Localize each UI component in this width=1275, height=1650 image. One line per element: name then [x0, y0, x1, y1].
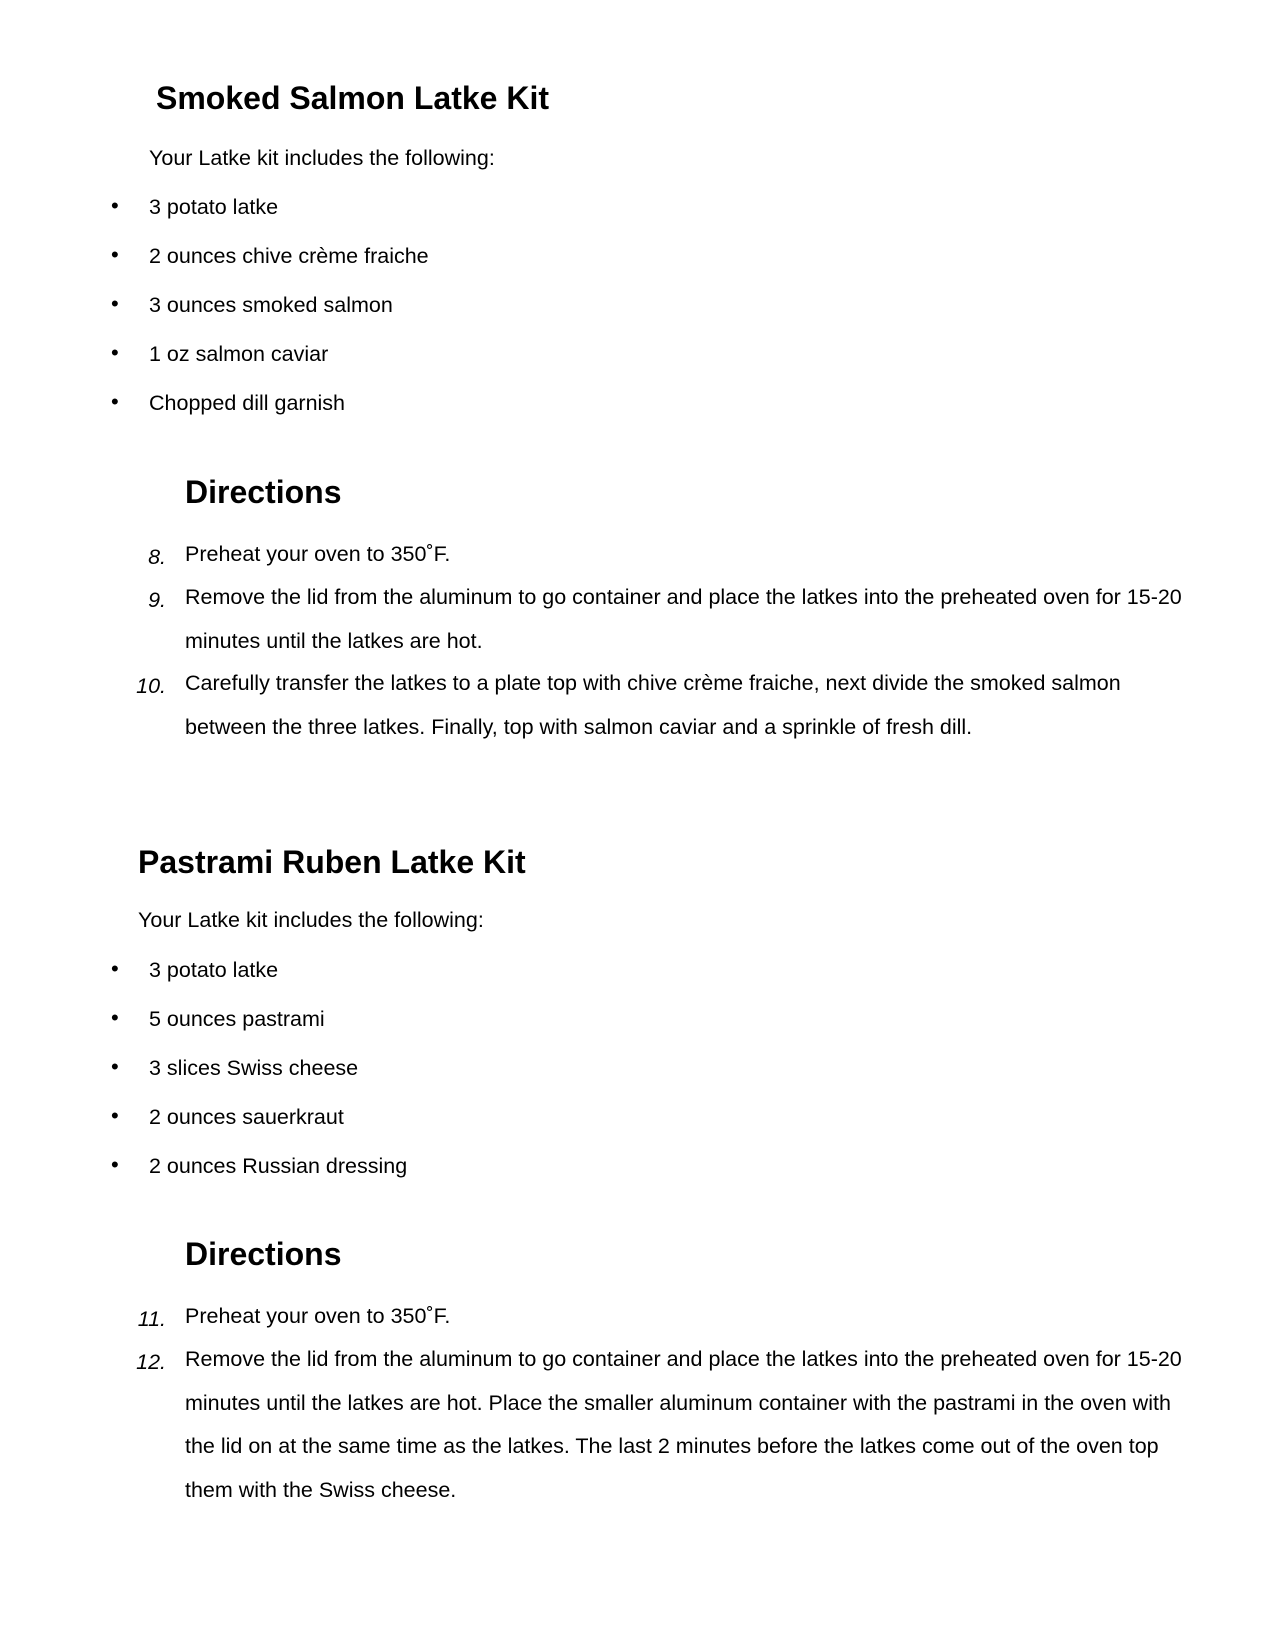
bullet-icon: • — [111, 291, 119, 316]
step-number: 11. — [137, 1307, 166, 1331]
list-item: 3 potato latke — [149, 195, 279, 219]
list-item: 2 ounces chive crème fraiche — [149, 244, 429, 268]
list-item: 3 ounces smoked salmon — [149, 293, 393, 317]
step-number: 10. — [136, 674, 166, 698]
list-item: 3 potato latke — [149, 958, 279, 982]
bullet-icon: • — [111, 956, 119, 981]
step-number: 8. — [148, 545, 166, 569]
step-number: 9. — [148, 588, 166, 612]
step-text: Preheat your oven to 350˚F. — [185, 1304, 451, 1328]
kit1-directions-heading: Directions — [185, 474, 342, 510]
bullet-icon: • — [111, 193, 119, 218]
kit1-title: Smoked Salmon Latke Kit — [156, 80, 549, 116]
bullet-icon: • — [111, 1005, 119, 1030]
step-text: Carefully transfer the latkes to a plate top with chive crème fraiche, next divide the smoked salmon between the three latkes. Finally, top with salmon caviar and a sprinkle of fresh dill. — [185, 671, 1121, 739]
bullet-icon: • — [111, 242, 119, 267]
list-item: 2 ounces Russian dressing — [149, 1154, 408, 1178]
kit2-intro: Your Latke kit includes the following: — [138, 908, 484, 932]
bullet-icon: • — [111, 1103, 119, 1128]
bullet-icon: • — [111, 340, 119, 365]
bullet-icon: • — [111, 1054, 119, 1079]
kit2-title: Pastrami Ruben Latke Kit — [138, 844, 526, 880]
bullet-icon: • — [111, 1152, 119, 1177]
kit2-directions-heading: Directions — [185, 1236, 342, 1272]
list-item: 1 oz salmon caviar — [149, 342, 329, 366]
list-item: 2 ounces sauerkraut — [149, 1105, 344, 1129]
step-text: Preheat your oven to 350˚F. — [185, 542, 451, 566]
step-number: 12. — [136, 1350, 166, 1374]
list-item: 3 slices Swiss cheese — [149, 1056, 359, 1080]
kit1-intro: Your Latke kit includes the following: — [149, 146, 495, 170]
bullet-icon: • — [111, 389, 119, 414]
step-text: Remove the lid from the aluminum to go container and place the latkes into the preheated oven for 15-20 minutes until the latkes are hot. — [185, 585, 1182, 653]
step-text: Remove the lid from the aluminum to go container and place the latkes into the preheated oven for 15-20 minutes until the latkes are hot. Place the smaller aluminum container with the pastrami in the oven with the lid on at the same time as the latkes. The last 2 minutes before the latkes come out of the oven top them with the Swiss cheese. — [185, 1347, 1182, 1502]
list-item: 5 ounces pastrami — [149, 1007, 325, 1031]
list-item: Chopped dill garnish — [149, 391, 346, 415]
